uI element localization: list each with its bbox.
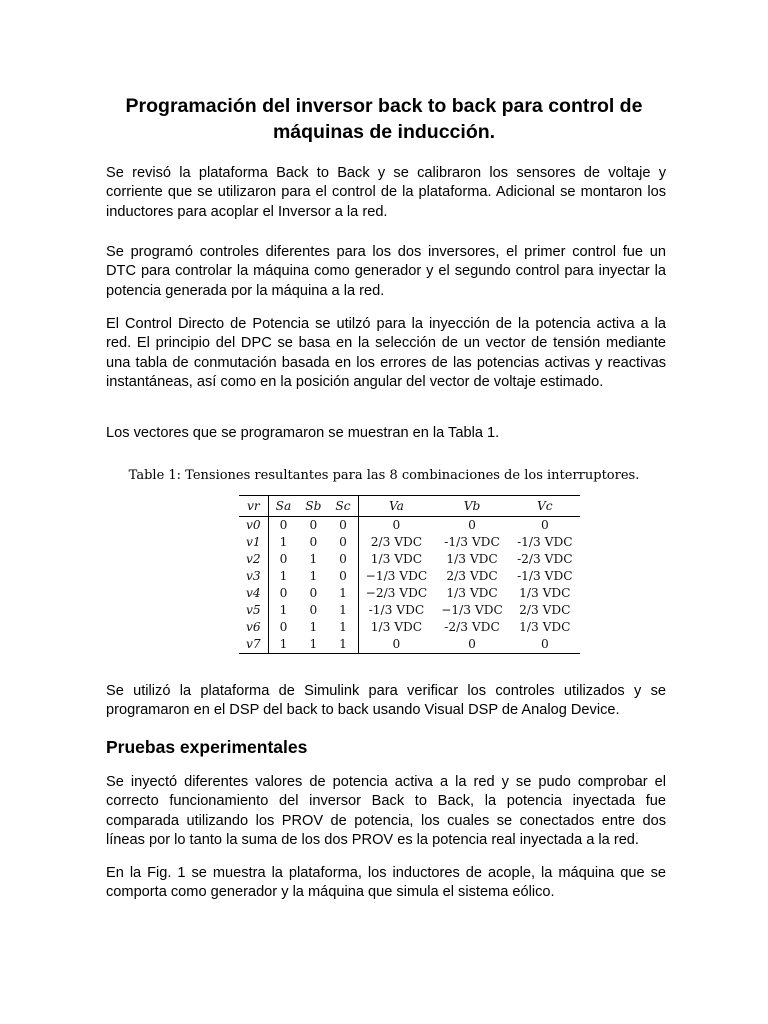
table-cell: -1/3 VDC — [368, 603, 425, 617]
table-cell: 0 — [309, 586, 318, 600]
table-cell: 1 — [328, 619, 358, 636]
table-header-row — [239, 496, 580, 517]
header-vc: Vc — [537, 499, 553, 513]
table-cell: 0 — [328, 517, 358, 535]
table-cell: 0 — [279, 518, 288, 532]
table-cell: -2/3 VDC — [517, 552, 573, 566]
table-cell: v5 — [239, 602, 268, 619]
table-cell: 1 — [309, 569, 318, 583]
table-row — [239, 602, 580, 619]
header-vb: Vb — [463, 499, 481, 513]
header-va: Va — [388, 499, 404, 513]
table-cell: −2/3 VDC — [365, 586, 428, 600]
table-cell: 1 — [279, 569, 288, 583]
paragraph-dpc: El Control Directo de Potencia se utilzó para la inyección de la potencia activa a la red. El principio del DPC se basa en la selección de un vector de tensión mediante una tabla de conmutación basada en los errores de las potencias activas y reactivas instantáneas, así como en la posición angular del vector de voltaje estimado. — [106, 316, 666, 391]
table-cell: 1 — [309, 552, 318, 566]
table-row — [239, 551, 580, 568]
table-cell: 0 — [328, 534, 358, 551]
table-cell: 0 — [392, 518, 401, 532]
table-cell: 1/3 VDC — [446, 586, 498, 600]
table-cell: 1 — [328, 602, 358, 619]
table-cell: 0 — [328, 551, 358, 568]
table-cell: 1 — [279, 637, 288, 651]
table-cell: 0 — [468, 518, 476, 532]
table-row — [239, 619, 580, 636]
table-cell: 0 — [468, 637, 476, 651]
table-cell: v2 — [239, 551, 268, 568]
table-cell: 1 — [279, 535, 288, 549]
table-cell: 0 — [540, 637, 549, 651]
table-cell: 0 — [309, 518, 318, 532]
paragraph-figure-reference: En la Fig. 1 se muestra la plataforma, los inductores de acople, la máquina que se comporta como generador y la máquina que simula el sistema eólico. — [106, 865, 666, 901]
table-row — [239, 534, 580, 551]
table-cell: 0 — [309, 603, 318, 617]
voltage-vectors-table — [239, 495, 580, 654]
table-row — [239, 517, 580, 535]
paragraph-platform-review: Se revisó la plataforma Back to Back y se calibraron los sensores de voltaje y corriente que se utilizaron para el control de la plataforma. Adicional se montaron los inductores para acoplar el Inversor a la red. — [106, 165, 666, 220]
table-cell: v0 — [239, 517, 268, 535]
table-cell: 1 — [309, 637, 318, 651]
table-cell: 0 — [309, 535, 318, 549]
header-sa: Sa — [275, 499, 292, 513]
table-cell: -2/3 VDC — [444, 620, 500, 634]
table-cell: -1/3 VDC — [517, 569, 573, 583]
table-cell: 0 — [279, 620, 288, 634]
table-cell: v6 — [239, 619, 268, 636]
paragraph-table-intro: Los vectores que se programaron se muestran en la Tabla 1. — [106, 425, 500, 441]
table-cell: 0 — [279, 586, 288, 600]
paragraph-simulink: Se utilizó la plataforma de Simulink para verificar los controles utilizados y se programaron en el DSP del back to back usando Visual DSP de Analog Device. — [106, 683, 666, 719]
table-cell: 1/3 VDC — [370, 552, 423, 566]
table-cell: 2/3 VDC — [519, 603, 571, 617]
table-cell: 1/3 VDC — [446, 552, 498, 566]
table-cell: 0 — [279, 552, 288, 566]
table-cell: v4 — [239, 585, 268, 602]
table-cell: v3 — [239, 568, 268, 585]
table-cell: 1 — [328, 585, 358, 602]
table-cell: −1/3 VDC — [365, 569, 428, 583]
table-cell: 1 — [279, 603, 288, 617]
section-heading: Pruebas experimentales — [106, 737, 308, 757]
table-caption: Table 1: Tensiones resultantes para las 8 combinaciones de los interruptores. — [128, 468, 640, 483]
header-vr: vr — [239, 496, 268, 517]
table-cell: 2/3 VDC — [370, 535, 423, 549]
table-cell: 1/3 VDC — [519, 586, 571, 600]
table-cell: v1 — [239, 534, 268, 551]
table-row — [239, 568, 580, 585]
table-cell: 0 — [328, 568, 358, 585]
table-cell: 1/3 VDC — [370, 620, 423, 634]
table-cell: 1/3 VDC — [519, 620, 571, 634]
table-cell: v7 — [239, 636, 268, 654]
header-sb: Sb — [305, 499, 322, 513]
table-cell: 0 — [540, 518, 549, 532]
header-sc: Sc — [328, 496, 358, 517]
table-row — [239, 636, 580, 654]
table-cell: −1/3 VDC — [441, 603, 503, 617]
paragraph-controls: Se programó controles diferentes para los dos inversores, el primer control fue un DTC para controlar la máquina como generador y el segundo control para inyectar la potencia generada por la máquina a la red. — [106, 244, 666, 299]
table-cell: 2/3 VDC — [446, 569, 498, 583]
table-cell: -1/3 VDC — [517, 535, 573, 549]
document-title: Programación del inversor back to back para control de máquinas de inducción. — [125, 95, 643, 143]
table-cell: 1 — [328, 636, 358, 654]
paragraph-experiments: Se inyectó diferentes valores de potencia activa a la red y se pudo comprobar el correcto funcionamiento del inversor Back to Back, la potencia inyectada fue comparada utilizando los PROV de potencia, los cuales se conectados entre dos líneas por lo tanto la suma de los dos PROV es la potencia real inyectada a la red. — [106, 774, 666, 849]
table-cell: -1/3 VDC — [444, 535, 500, 549]
table-cell: 1 — [309, 620, 318, 634]
table-body — [239, 517, 580, 654]
table-cell: 0 — [392, 637, 401, 651]
table-row — [239, 585, 580, 602]
